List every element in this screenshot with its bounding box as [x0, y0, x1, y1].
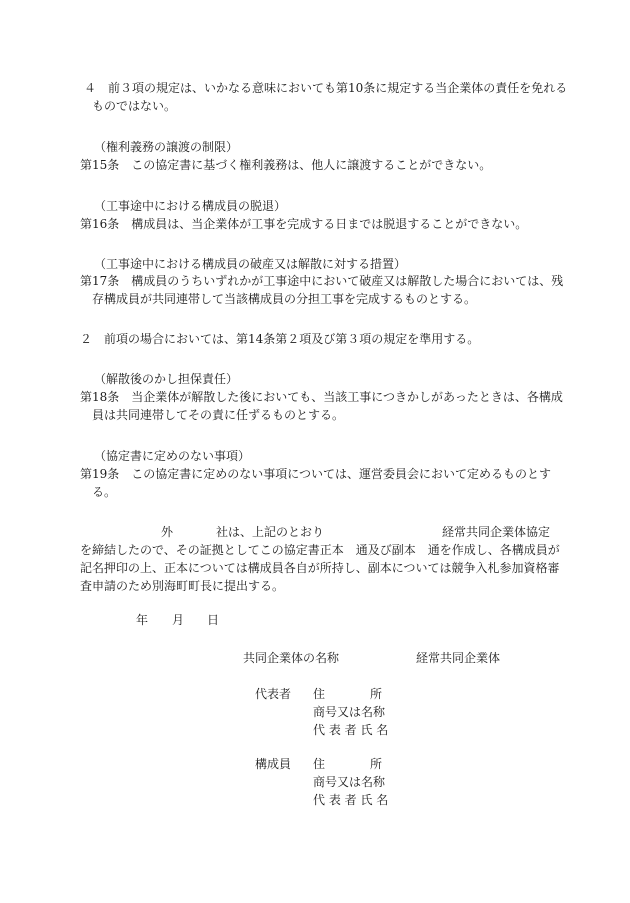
art18-line2: 員は共同連帯してその責に任ずるものとする。 [92, 408, 345, 422]
date-year: 年 [136, 613, 149, 627]
representative-address-label-2: 所 [370, 687, 383, 701]
art18-line1: 第18条 当企業体が解散した後においても、当該工事につきかしがあったときは、各構成 [80, 390, 563, 404]
date-day: 日 [207, 613, 220, 627]
art17-para2: ２ 前項の場合においては、第14条第２項及び第３項の規定を準用する。 [80, 332, 480, 346]
art19-line1: 第19条 この協定書に定めのない事項については、運営委員会において定めるものとす [80, 467, 552, 481]
member-address-label-1: 住 [313, 757, 326, 771]
para4-line2: ものではない。 [92, 99, 177, 113]
para4-line1: ４ 前３項の規定は、いかなる意味においても第10条に規定する当企業体の責任を免れる [84, 81, 568, 95]
member-name-label: 代 表 者 氏 名 [313, 793, 389, 807]
member-address-label-2: 所 [370, 757, 383, 771]
art15-line1: 第15条 この協定書に基づく権利義務は、他人に譲渡することができない。 [80, 158, 492, 172]
jv-name-value: 経常共同企業体 [416, 651, 501, 665]
art17-line2: 存構成員が共同連帯して当該構成員の分担工事を完成するものとする。 [92, 292, 477, 306]
closing-line4: 査申請のため別海町町長に提出する。 [80, 579, 285, 593]
art19-line2: る。 [92, 485, 117, 499]
representative-role: 代表者 [255, 687, 292, 701]
art18-heading: （解散後のかし担保責任） [94, 372, 239, 386]
art19-heading: （協定書に定めのない事項） [94, 449, 251, 463]
member-role: 構成員 [255, 757, 292, 771]
jv-name-label: 共同企業体の名称 [243, 651, 340, 665]
art16-line1: 第16条 構成員は、当企業体が工事を完成する日までは脱退することができない。 [80, 217, 528, 231]
representative-name-label: 代 表 者 氏 名 [313, 723, 389, 737]
closing-sha: 社は、上記のとおり [216, 525, 325, 539]
representative-company-label: 商号又は名称 [313, 705, 386, 719]
member-company-label: 商号又は名称 [313, 775, 386, 789]
date-month: 月 [172, 613, 185, 627]
closing-gai: 外 [161, 525, 174, 539]
art16-heading: （工事途中における構成員の脱退） [94, 199, 287, 213]
art17-line1: 第17条 構成員のうちいずれかが工事途中において破産又は解散した場合においては、残 [80, 274, 564, 288]
representative-address-label-1: 住 [313, 687, 326, 701]
closing-line2: を締結したので、その証拠としてこの協定書正本 通及び副本 通を作成し、各構成員が [80, 543, 560, 557]
art15-heading: （権利義務の譲渡の制限） [94, 140, 239, 154]
closing-line3: 記名押印の上、正本については構成員各自が所持し、副本については競争入札参加資格審 [80, 561, 560, 575]
closing-keijo: 経常共同企業体協定 [442, 525, 551, 539]
art17-heading: （工事途中における構成員の破産又は解散に対する措置） [94, 257, 407, 271]
